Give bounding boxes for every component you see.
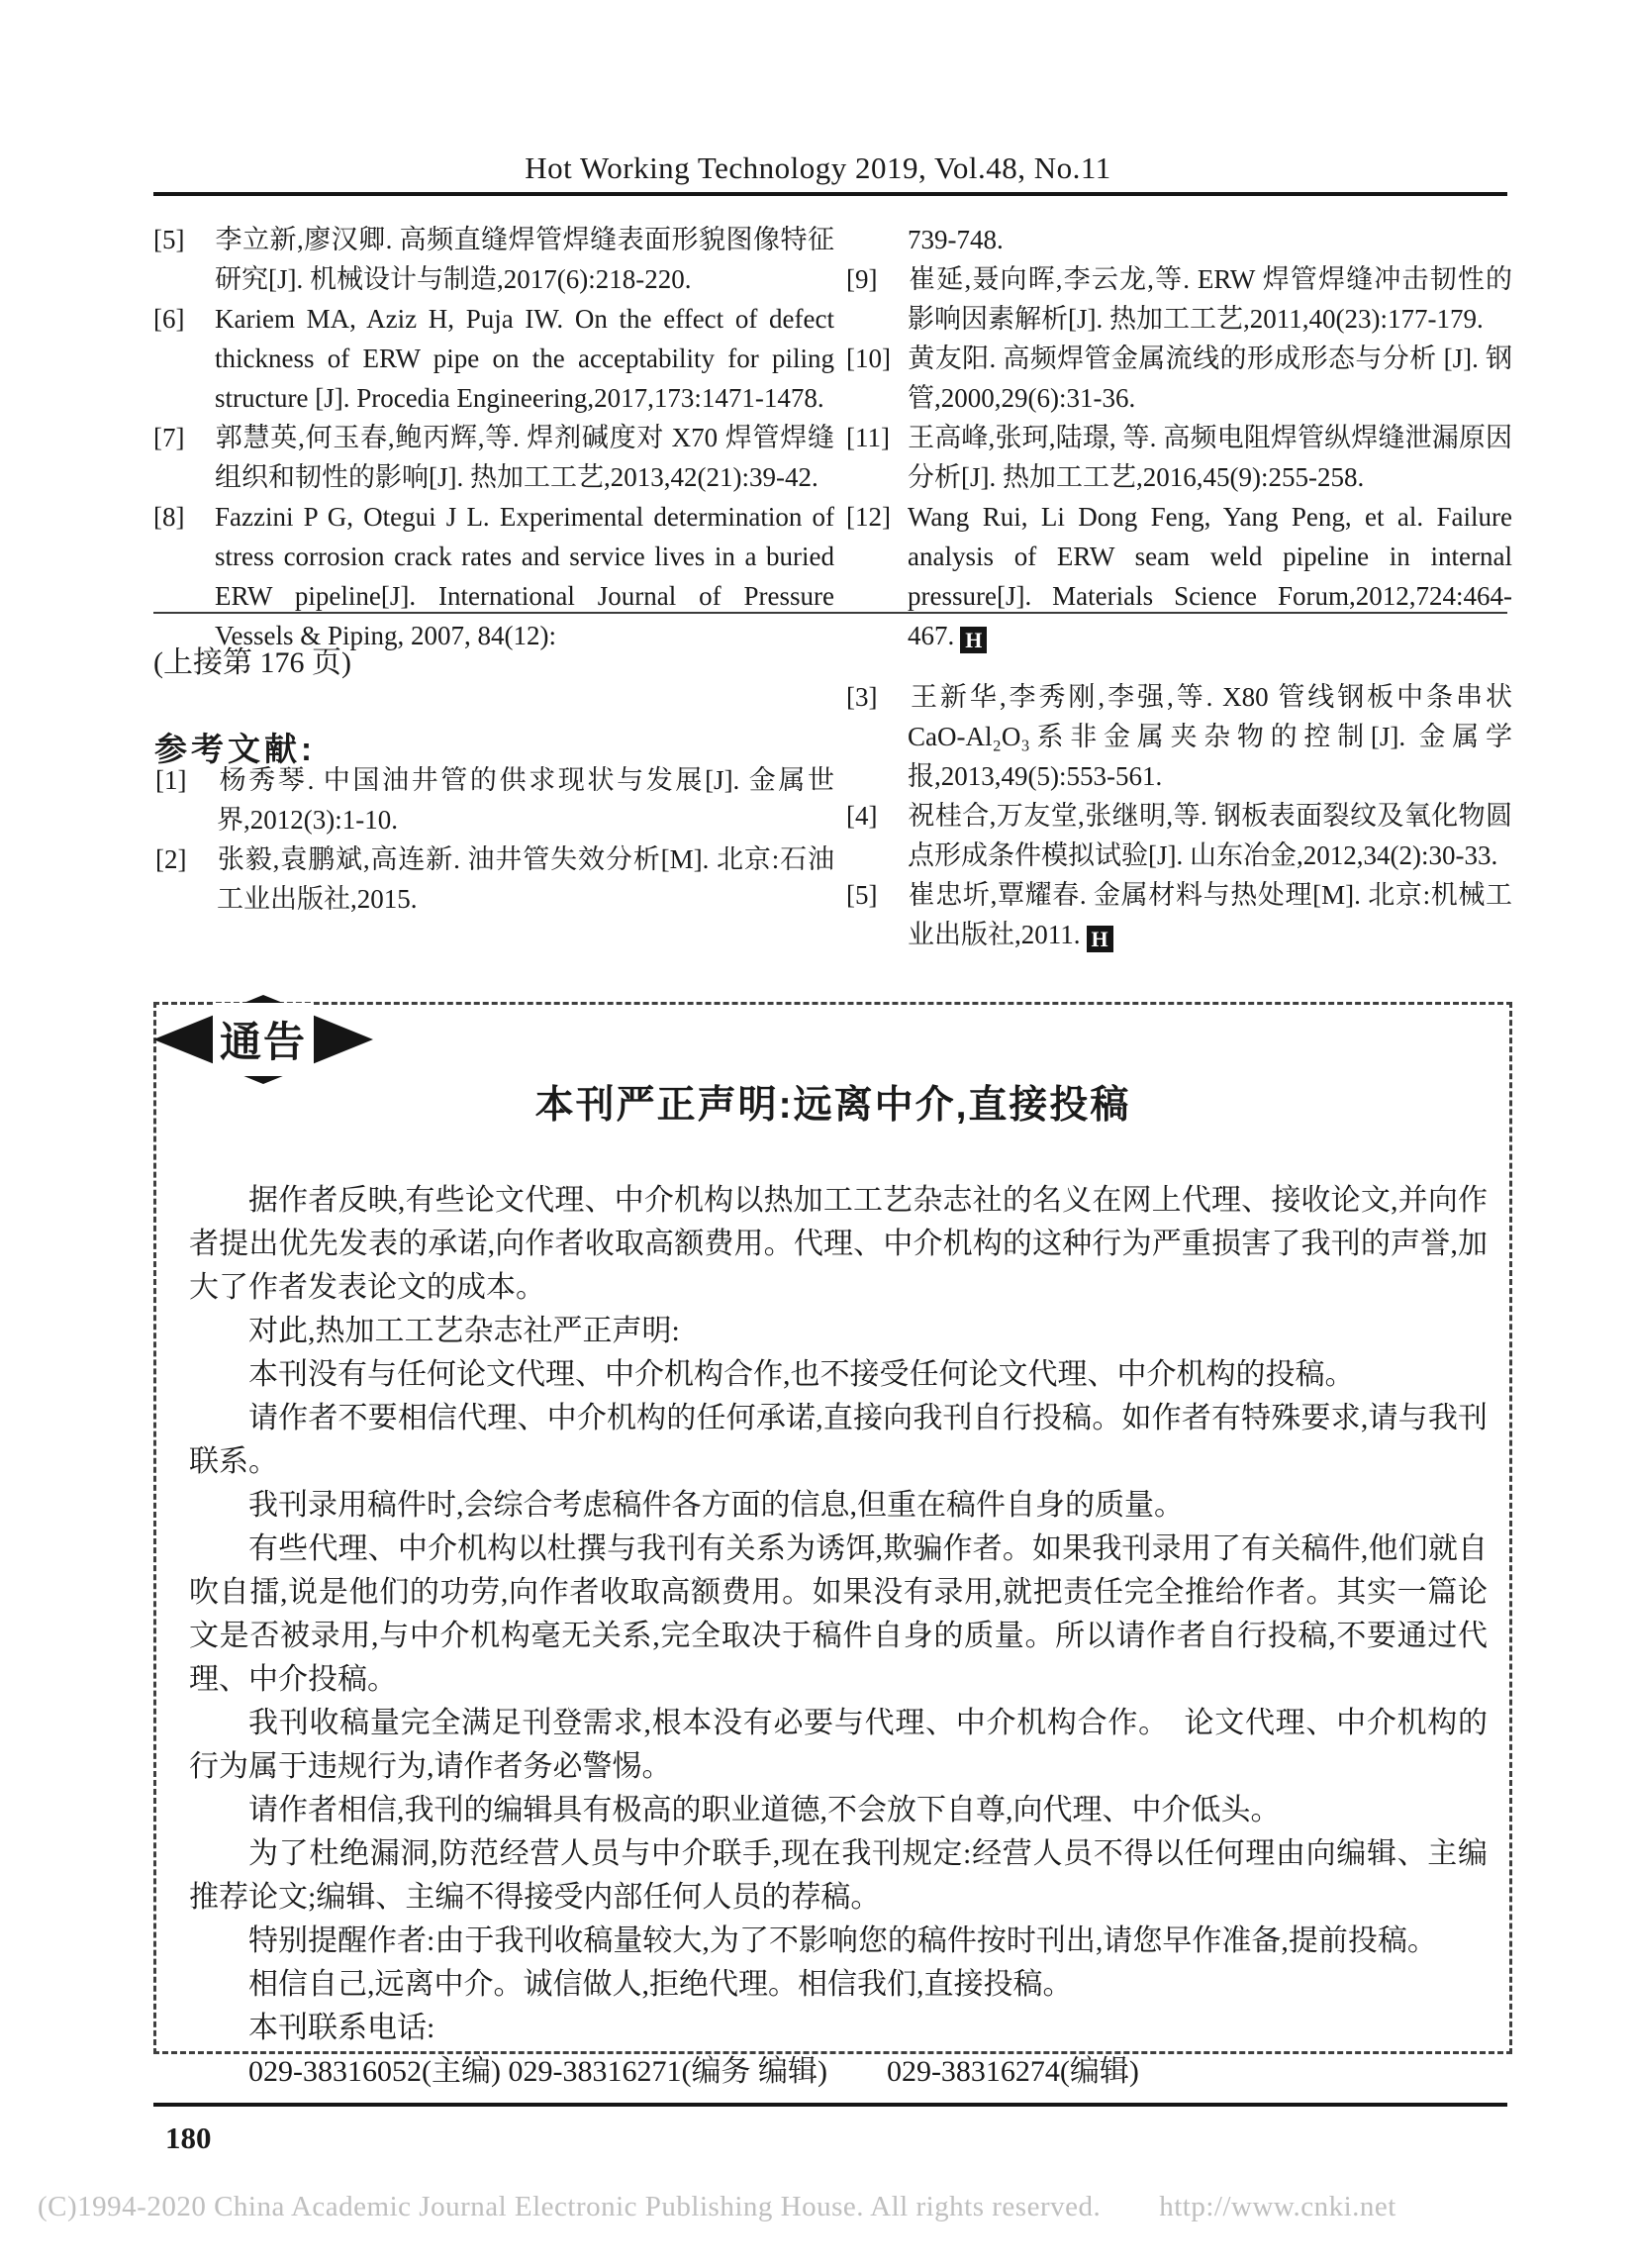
notice-paragraph: 我刊收稿量完全满足刊登需求,根本没有必要与代理、中介机构合作。 论文代理、中介机构的行为属于违规行为,请作者务必警惕。: [189, 1707, 1488, 1783]
reference-text: 郭慧英,何玉春,鲍丙辉,等. 焊剂碱度对 X70 焊管焊缝组织和韧性的影响[J]. 热加工工艺,2013,42(21):39-42.: [215, 423, 834, 492]
section-divider-rule: [153, 612, 1507, 614]
notice-paragraph: 我刊录用稿件时,会综合考虑稿件各方面的信息,但重在稿件自身的质量。: [248, 1489, 1184, 1522]
reference-text: 黄友阳. 高频焊管金属流线的形成形态与分析 [J]. 钢管,2000,29(6):31-36.: [908, 344, 1512, 413]
reference-item: [846, 875, 1512, 954]
notice-paragraph: 有些代理、中介机构以杜撰与我刊有关系为诱饵,欺骗作者。如果我刊录用了有关稿件,他们就自吹自擂,说是他们的功劳,向作者收取高额费用。如果没有录用,就把责任完全推给作者。其实一篇论文是否被录用,与中介机构毫无关系,完全取决于稿件自身的质量。所以请作者自行投稿,不要通过代理、中介投稿。: [189, 1532, 1488, 1696]
reference-text: 张毅,袁鹏斌,高连新. 油井管失效分析[M]. 北京:石油工业出版社,2015.: [217, 844, 834, 914]
reference-item: [153, 418, 834, 497]
reference-number: [5]: [153, 225, 185, 254]
reference-item: [153, 299, 834, 418]
header-rule: [153, 192, 1507, 196]
notice-paragraph: 请作者相信,我刊的编辑具有极高的职业道德,不会放下自尊,向代理、中介低头。: [248, 1794, 1281, 1826]
notice-box: [153, 1002, 1512, 2088]
references-top-right-column: [846, 220, 1512, 655]
reference-text: 杨秀琴. 中国油井管的供求现状与发展[J]. 金属世界,2012(3):1-10.: [217, 765, 834, 835]
references-bottom-left-column: [155, 760, 834, 919]
reference-number: [3]: [846, 682, 878, 712]
journal-end-mark-icon: H: [1087, 926, 1113, 952]
page-number: 180: [165, 2120, 212, 2155]
notice-paragraph: 本刊没有与任何论文代理、中介机构合作,也不接受任何论文代理、中介机构的投稿。: [248, 1358, 1355, 1391]
notice-paragraph: 对此,热加工工艺杂志社严正声明:: [248, 1315, 680, 1347]
reference-number: [1]: [155, 765, 187, 795]
reference-item: [846, 220, 1512, 259]
reference-item: [846, 418, 1512, 497]
reference-number: [7]: [153, 423, 185, 452]
reference-text: 王高峰,张珂,陆璟, 等. 高频电阻焊管纵焊缝泄漏原因分析[J]. 热加工工艺,2016,45(9):255-258.: [908, 423, 1512, 492]
notice-title: 本刊严正声明:远离中介,直接投稿: [534, 1084, 1131, 1127]
reference-number: [10]: [846, 344, 891, 373]
continued-note: (上接第 176 页): [153, 646, 351, 679]
notice-paragraph: 据作者反映,有些论文代理、中介机构以热加工工艺杂志社的名义在网上代理、接收论文,并向作者提出优先发表的承诺,向作者收取高额费用。代理、中介机构的这种行为严重损害了我刊的声誉,加大了作者发表论文的成本。: [189, 1184, 1488, 1304]
reference-item: [846, 259, 1512, 339]
notice-paragraph: 本刊联系电话:: [248, 2012, 435, 2044]
journal-header: Hot Working Technology 2019, Vol.48, No.11: [525, 150, 1111, 185]
reference-number: [9]: [846, 264, 878, 294]
reference-number: [6]: [153, 304, 185, 334]
reference-text: 崔忠圻,覃耀春. 金属材料与热处理[M]. 北京:机械工业出版社,2011.: [908, 880, 1512, 949]
reference-text: Fazzini P G, Otegui J L. Experimental determination of stress corrosion crack rates and service lives in a buried ERW pipeline[J]. International Journal of Pressure Vessels & Piping, 2007, 84(12):: [215, 502, 834, 650]
reference-text: 王新华,李秀刚,李强,等. X80 管线钢板中条串状 CaO-Al₂O₃系非金属夹杂物的控制[J]. 金属学报,2013,49(5):553-561.: [908, 682, 1512, 791]
notice-badge-label: 通告: [213, 1003, 314, 1076]
reference-number: [4]: [846, 801, 878, 831]
reference-text: 李立新,廖汉卿. 高频直缝焊管焊缝表面形貌图像特征研究[J]. 机械设计与制造,2017(6):218-220.: [215, 225, 834, 294]
reference-item: [846, 796, 1512, 875]
reference-text: 739-748.: [908, 225, 1004, 254]
reference-item: [846, 339, 1512, 418]
reference-item: [155, 839, 834, 919]
reference-text: Wang Rui, Li Dong Feng, Yang Peng, et al. Failure analysis of ERW seam weld pipeline in internal pressure[J]. Materials Science Forum,2012,724:464-467.: [908, 502, 1512, 650]
copyright-footer: (C)1994-2020 China Academic Journal Electronic Publishing House. All rights reserved. http://www.cnki.net: [38, 2191, 1396, 2222]
notice-paragraph: 029-38316052(主编) 029-38316271(编务 编辑) 029-38316274(编辑): [248, 2055, 1139, 2088]
notice-paragraph: 为了杜绝漏洞,防范经营人员与中介联手,现在我刊规定:经营人员不得以任何理由向编辑、主编推荐论文;编辑、主编不得接受内部任何人员的荐稿。: [189, 1837, 1488, 1914]
reference-item: [846, 497, 1512, 655]
reference-number: [2]: [155, 844, 187, 874]
reference-number: [8]: [153, 502, 185, 532]
reference-item: [846, 677, 1512, 796]
reference-number: [5]: [846, 880, 878, 910]
notice-paragraph: 相信自己,远离中介。诚信做人,拒绝代理。相信我们,直接投稿。: [248, 1968, 1073, 2001]
reference-text: 祝桂合,万友堂,张继明,等. 钢板表面裂纹及氧化物圆点形成条件模拟试验[J]. 山东冶金,2012,34(2):30-33.: [908, 801, 1512, 870]
notice-badge: [153, 995, 373, 1084]
references-top-left-column: [153, 220, 834, 655]
notice-paragraph: 特别提醒作者:由于我刊收稿量较大,为了不影响您的稿件按时刊出,请您早作准备,提前投稿。: [248, 1924, 1437, 1957]
reference-number: [12]: [846, 502, 891, 532]
references-bottom-right-column: [846, 677, 1512, 954]
reference-item: [153, 497, 834, 655]
references-heading: 参考文献:: [154, 731, 316, 767]
bottom-rule: [153, 2103, 1507, 2107]
reference-number: [11]: [846, 423, 890, 452]
reference-item: [155, 760, 834, 839]
journal-end-mark-icon: H: [960, 627, 987, 653]
notice-body: [189, 1179, 1488, 2094]
notice-paragraph: 请作者不要相信代理、中介机构的任何承诺,直接向我刊自行投稿。如作者有特殊要求,请与我刊联系。: [189, 1402, 1488, 1478]
reference-text: 崔延,聂向晖,李云龙,等. ERW 焊管焊缝冲击韧性的影响因素解析[J]. 热加工工艺,2011,40(23):177-179.: [908, 264, 1512, 334]
reference-item: [153, 220, 834, 299]
reference-text: Kariem MA, Aziz H, Puja IW. On the effect of defect thickness of ERW pipe on the acceptability for piling structure [J]. Procedia Engineering,2017,173:1471-1478.: [215, 304, 834, 413]
